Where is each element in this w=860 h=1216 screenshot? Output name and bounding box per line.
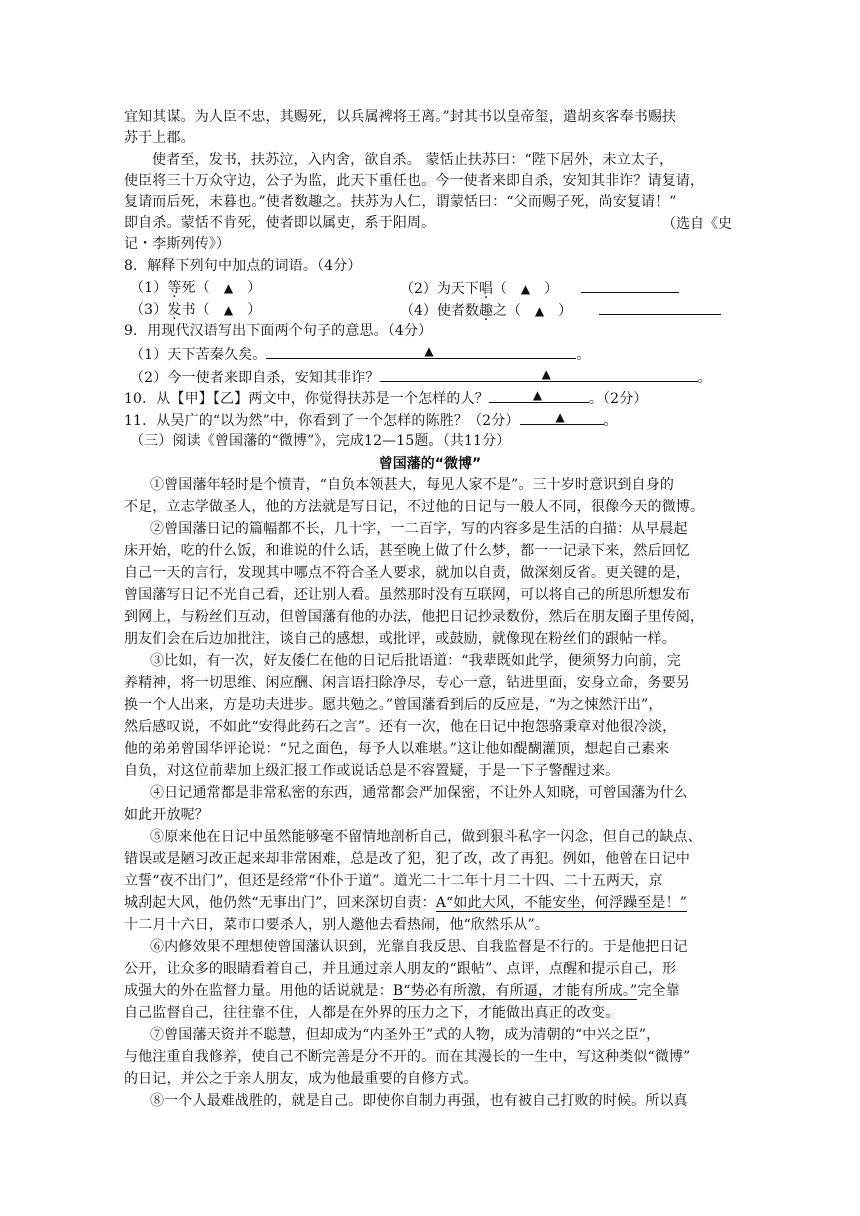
paragraph-line: ③比如，有一次，好友倭仁在他的日记后批语道：“我辈既如此学，便须努力向前，完 bbox=[150, 653, 681, 669]
paragraph-line: 立誓“夜不出门”，但还是经常“仆仆于道”。道光二十二年十月二十四、二十五两天，京 bbox=[124, 873, 663, 889]
answer-blank[interactable] bbox=[599, 300, 721, 315]
answer-blank[interactable]: ▲ bbox=[489, 388, 589, 403]
passage-line: 使者至，发书，扶苏泣，入内舍，欲自杀。 蒙恬止扶苏曰：“陛下居外，未立太子， bbox=[152, 152, 674, 168]
paragraph-line: 自己监督自己，往往靠不住，人都是在外界的压力之下，才能做出真正的改变。 bbox=[124, 1005, 620, 1021]
answer-blank[interactable] bbox=[581, 278, 679, 293]
passage-line: 宜知其谋。为人臣不忠，其赐死，以兵属裨将王离。”封其书以皇帝玺，遣胡亥客奉书赐扶 bbox=[124, 109, 677, 125]
q8-item-4: （4）使者数趣之（ ▲ ） bbox=[400, 300, 721, 321]
triangle-mark: ▲ bbox=[534, 304, 545, 318]
paragraph-line: 公开，让众多的眼睛看着自己，并且通过亲人朋友的“跟帖”、点评，点醒和提示自己，形 bbox=[124, 961, 677, 977]
question-9-stem: 9．用现代汉语写出下面两个句子的意思。（4分） bbox=[124, 323, 433, 339]
paragraph-line: 床开始，吃的什么饭，和谁说的什么话，甚至晚上做了什么梦，都一一记录下来，然后回忆 bbox=[124, 543, 690, 559]
dotted-word: 唱 bbox=[478, 281, 493, 297]
paragraph-line: ⑤原来他在日记中虽然能够毫不留情地剖析自己，做到狠斗私字一闪念，但自己的缺点、 bbox=[150, 829, 702, 845]
article-title: 曾国藩的“微博” bbox=[378, 456, 482, 472]
q8-item-2: （2）为天下唱（ ▲ ） bbox=[400, 278, 679, 299]
question-8-stem: 8．解释下列句中加点的词语。（4分） bbox=[124, 258, 362, 274]
q9-sentence-2: （2）今一使者来即自杀，安知其非诈？ ▲ 。 bbox=[130, 367, 712, 386]
dotted-word: 发 bbox=[167, 302, 182, 318]
source-citation: （选自《史 bbox=[662, 216, 732, 232]
underlined-sentence-a: A“如此大风，不能安坐，何浮躁至是！” bbox=[435, 895, 688, 911]
paragraph-line: ⑦曾国藩天资并不聪慧，但却成为“内圣外王”式的人物，成为清朝的“中兴之臣”， bbox=[150, 1027, 661, 1043]
paragraph-line: 如此开放呢？ bbox=[124, 807, 209, 823]
source-citation-cont: 记・李斯列传》） bbox=[124, 236, 231, 252]
paragraph-line: 曾国藩写日记不光自己看，还让别人看。虽然那时没有互联网，可以将自己的所思所想发布 bbox=[124, 587, 690, 603]
paragraph-line: 错误或是陋习改正起来却非常困难，总是改了犯，犯了改，改了再犯。例如，他曾在日记中 bbox=[124, 851, 690, 867]
answer-blank[interactable]: ▲ bbox=[380, 367, 698, 382]
section-3-intro: （三）阅读《曾国藩的“微博”》，完成12—15题。（共11分） bbox=[130, 433, 511, 449]
paragraph-line: ②曾国藩日记的篇幅都不长，几十字，一二百字，写的内容多是生活的白描：从早晨起 bbox=[150, 521, 688, 537]
paragraph-line: ④日记通常都是非常私密的东西，通常都会严加保密，不让外人知晓，可曾国藩为什么 bbox=[150, 785, 688, 801]
passage-line: 复请而后死，未暮也。”使者数趣之。扶苏为人仁，谓蒙恬曰：“父而赐子死，尚安复请！” bbox=[124, 194, 677, 210]
paragraph-line: 与他注重自我修养，使自己不断完善是分不开的。而在其漫长的一生中，写这种类似“微博” bbox=[124, 1049, 691, 1065]
triangle-mark: ▲ bbox=[223, 281, 234, 295]
paragraph-line: ⑥内修效果不理想使曾国藩认识到，光靠自我反思、自我监督是不行的。于是他把日记 bbox=[150, 939, 688, 955]
paragraph-line: 他的弟弟曾国华评论说：“兄之面色，每予人以难堪。”这让他如醍醐灌顶，想起自己素来 bbox=[124, 741, 670, 757]
triangle-mark: ▲ bbox=[520, 282, 531, 296]
paragraph-line: 的日记，并公之于亲人朋友，成为他最重要的自修方式。 bbox=[124, 1071, 478, 1087]
q8-item-1: （1）等死（ ▲ ） bbox=[130, 280, 262, 296]
passage-line: 即自杀。蒙恬不肯死，使者即以属吏，系于阳周。 bbox=[124, 215, 436, 231]
paragraph-line: 不足，立志学做圣人，他的方法就是写日记，不过他的日记与一般人不同，很像今天的微博。 bbox=[124, 499, 705, 515]
answer-blank[interactable]: ▲ bbox=[266, 344, 576, 359]
question-10: 10．从【甲】【乙】两文中，你觉得扶苏是一个怎样的人？ ▲ 。（2分） bbox=[124, 388, 648, 407]
paragraph-line: 然后感叹说，不如此“安得此药石之言”。还有一次，他在日记中抱怨骆秉章对他很冷淡， bbox=[124, 719, 677, 735]
dotted-word: 等 bbox=[167, 280, 182, 296]
paragraph-line: ①曾国藩年轻时是个愤青，“自负本领甚大，每见人家不是”。三十岁时意识到自身的 bbox=[150, 477, 675, 493]
paragraph-line: 十二月十六日，菜市口要杀人，别人邀他去看热闹，他“欣然乐从”。 bbox=[124, 917, 549, 933]
paragraph-line: ⑧一个人最难战胜的，就是自己。即使你自制力再强，也有被自己打败的时候。所以真 bbox=[150, 1093, 688, 1109]
paragraph-line: 养精神，将一切思维、闲应酬、闲言语扫除净尽，专心一意，钻进里面，安身立命，务要另 bbox=[124, 675, 690, 691]
paragraph-line: 到网上，与粉丝们互动，但曾国藩有他的办法，他把日记抄录数份，然后在朋友圈子里传阅， bbox=[124, 609, 705, 625]
paragraph-line: 成强大的外在监督力量。用他的话说就是：B“势必有所激，有所逼，才能有所成。”完全靠 bbox=[124, 983, 680, 999]
paragraph-line: 城刮起大风，他仍然“无事出门”，回来深切自责：A“如此大风，不能安坐，何浮躁至是！” bbox=[124, 895, 688, 911]
q8-item-3: （3）发书（ ▲ ） bbox=[130, 302, 262, 318]
paragraph-line: 自己一天的言行，发现其中哪点不符合圣人要求，就加以自责，做深刻反省。更关键的是， bbox=[124, 565, 690, 581]
underlined-sentence-b: B“势必有所激，有所逼，才能有所成。” bbox=[392, 983, 638, 999]
passage-line: 使臣将三十万众守边，公子为监，此天下重任也。今一使者来即自杀，安知其非诈？请复请， bbox=[124, 173, 705, 189]
question-11: 11．从吴广的“以为然”中，你看到了一个怎样的陈胜？（2分） ▲ 。 bbox=[124, 410, 618, 429]
paragraph-line: 换一个人出来，方是功夫进步。愿共勉之。”曾国藩看到后的反应是，“为之悚然汗出”， bbox=[124, 697, 663, 713]
triangle-mark: ▲ bbox=[223, 303, 234, 317]
passage-line: 苏于上郡。 bbox=[124, 130, 195, 146]
paragraph-line: 朋友们会在后边加批注，谈自己的感想，或批评，或鼓励，就像现在粉丝们的跟帖一样。 bbox=[124, 631, 676, 647]
q9-sentence-1: （1）天下苦秦久矣。 ▲ 。 bbox=[130, 344, 591, 363]
answer-blank[interactable]: ▲ bbox=[520, 410, 604, 425]
paragraph-line: 自负，对这位前辈加上级汇报工作或说话总是不容置疑，于是一下子警醒过来。 bbox=[124, 763, 620, 779]
dotted-word: 趣 bbox=[478, 303, 493, 319]
